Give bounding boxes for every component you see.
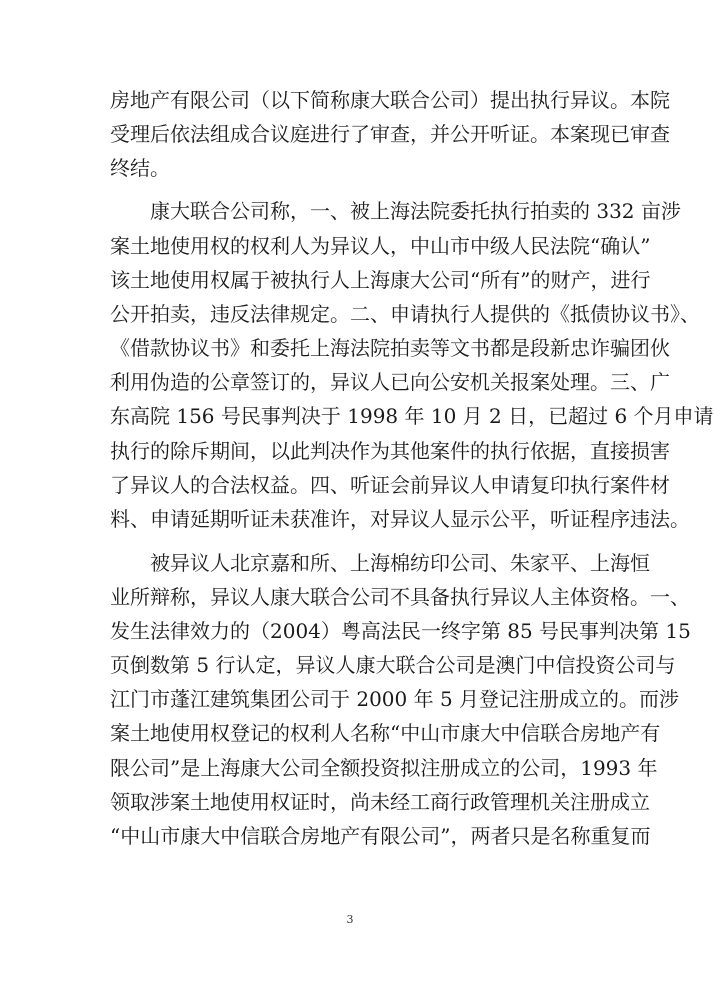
text-line: 料、申请延期听证未获准许，对异议人显示公平，听证程序违法。 [110, 507, 690, 531]
text-line: 发生法律效力的（2004）粤高法民一终字第 85 号民事判决第 15 [110, 619, 691, 643]
text-line: 领取涉案土地使用权证时，尚未经工商行政管理机关注册成立 [110, 790, 650, 814]
text-line: 页倒数第 5 行认定，异议人康大联合公司是澳门中信投资公司与 [110, 653, 676, 677]
text-line: 案土地使用权登记的权利人名称“中山市康大中信联合房地产有 [110, 721, 661, 745]
text-line: 江门市蓬江建筑集团公司于 2000 年 5 月登记注册成立的。而涉 [110, 687, 680, 711]
text-line: 房地产有限公司（以下简称康大联合公司）提出执行异议。本院 [110, 88, 670, 112]
text-line: “中山市康大中信联合房地产有限公司”，两者只是名称重复而 [110, 824, 651, 848]
text-line: 《借款协议书》和委托上海法院拍卖等文书都是段新忠诈骗团伙 [110, 336, 670, 360]
text-line: 执行的除斥期间，以此判决作为其他案件的执行依据，直接损害 [110, 439, 670, 463]
text-line: 该土地使用权属于被执行⼈上海康大公司“所有”的财产，进行 [110, 268, 651, 292]
text-line: 了异议人的合法权益。四、听证会前异议人申请复印执行案件材 [110, 473, 670, 497]
text-line: 终结。 [110, 156, 170, 180]
text-line: 受理后依法组成合议庭进行了审查，并公开听证。本案现已审查 [110, 122, 670, 146]
paragraph-start-line: 被异议人北京嘉和所、上海棉纺印公司、朱家平、上海恒 [150, 551, 650, 575]
paragraph-start-line: 康大联合公司称，一、被上海法院委托执行拍卖的 332 亩涉 [150, 199, 681, 223]
text-line: 业所辩称，异议人康大联合公司不具备执行异议人主体资格。一、 [110, 585, 690, 609]
text-line: 案土地使用权的权利人为异议人，中山市中级人民法院“确认” [110, 234, 651, 258]
text-line: 东高院 156 号民事判决于 1998 年 10 月 2 日，已超过 6 个月申请 [110, 404, 714, 428]
page-number: 3 [346, 913, 354, 926]
text-line: 利用伪造的公章签订的，异议人已向公安机关报案处理。三、广 [110, 370, 670, 394]
text-line: 公开拍卖，违反法律规定。二、申请执行人提供的《抵债协议书》、 [110, 302, 700, 326]
text-line: 限公司”是上海康大公司全额投资拟注册成立的公司，1993 年 [110, 756, 658, 780]
